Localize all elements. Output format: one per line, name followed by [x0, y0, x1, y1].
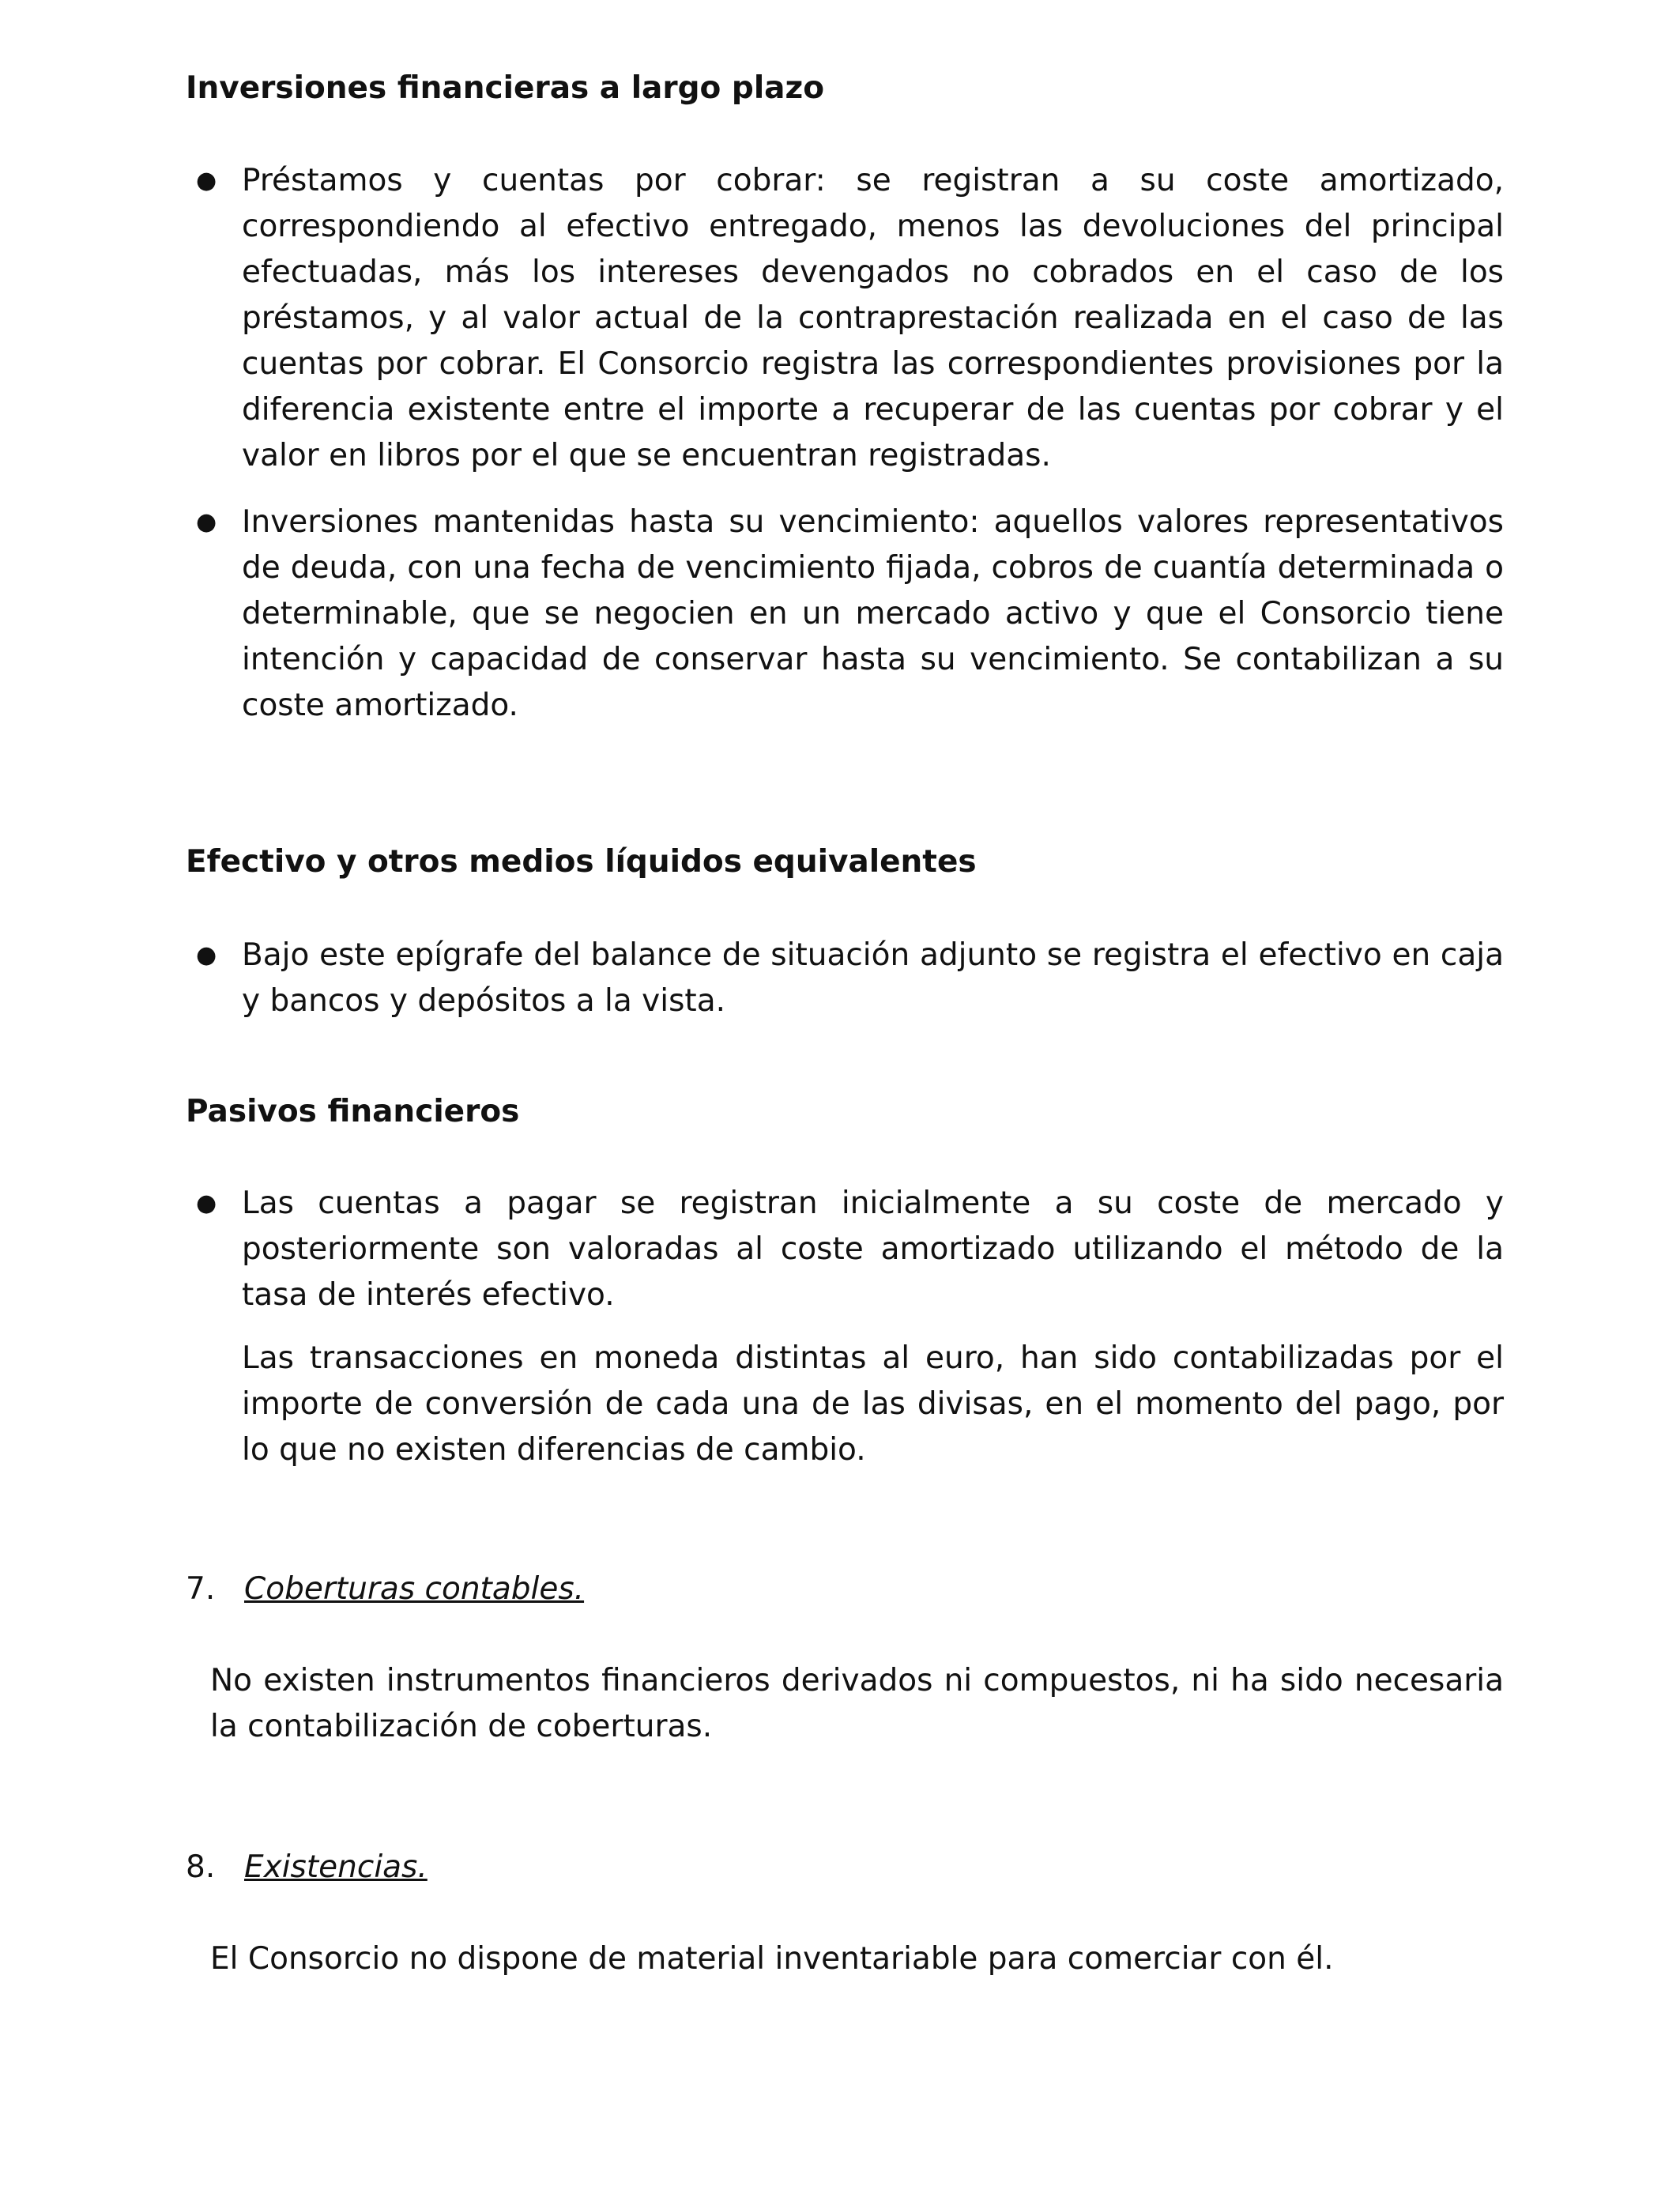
bullet-item [196, 1181, 1504, 1318]
bullet-icon: ● [196, 1189, 217, 1217]
bullet-text: Préstamos y cuentas por cobrar: se registran a su coste amortizado, correspondiendo al efectivo entregado, menos las devoluciones del principal efectuadas, más los intereses devengados no cobrados en el caso de los préstamos, y al valor actual de la contraprestación realizada en el caso de las cuentas por cobrar. El Consorcio registra las correspondientes provisiones por la diferencia existente entre el importe a recuperar de las cuentas por cobrar y el valor en libros por el que se encuentran registradas. [242, 163, 1504, 473]
bullet-item [196, 933, 1504, 1024]
numbered-heading [186, 1566, 1529, 1614]
bullet-icon: ● [196, 167, 217, 194]
bullet-icon: ● [196, 941, 217, 969]
heading-efectivo: Efectivo y otros medios líquidos equivalentes [186, 844, 977, 880]
paragraph-coberturas: No existen instrumentos financieros derivados ni compuestos, ni ha sido necesaria la contabilización de coberturas. [210, 1663, 1504, 1744]
bullet-item [196, 499, 1504, 729]
bullet-text: Inversiones mantenidas hasta su vencimiento: aquellos valores representativos de deuda, con una fecha de vencimiento fijada, cobros de cuantía determinada o determinable, que se negocien en un mercado activo y que el Consorcio tiene intención y capacidad de conservar hasta su vencimiento. Se contabilizan a su coste amortizado. [242, 504, 1504, 723]
paragraph-existencias: El Consorcio no dispone de material inventariable para comerciar con él. [210, 1941, 1334, 1977]
section-title: Existencias. [244, 1849, 428, 1885]
numbered-heading [186, 1845, 1529, 1892]
section-number: 7. [186, 1571, 216, 1607]
section-title: Coberturas contables. [244, 1571, 585, 1607]
section-number: 8. [186, 1849, 216, 1885]
paragraph-transacciones: Las transacciones en moneda distintas al euro, han sido contabilizadas por el importe de conversión de cada una de las divisas, en el momento del pago, por lo que no existen diferencias de cambio. [242, 1340, 1504, 1468]
bullet-item [196, 158, 1504, 479]
bullet-text: Bajo este epígrafe del balance de situación adjunto se registra el efectivo en caja y bancos y depósitos a la vista. [242, 937, 1504, 1019]
bullet-text: Las cuentas a pagar se registran inicialmente a su coste de mercado y posteriormente son valoradas al coste amortizado utilizando el método de la tasa de interés efectivo. [242, 1186, 1504, 1313]
heading-pasivos: Pasivos financieros [186, 1094, 520, 1129]
bullet-icon: ● [196, 508, 217, 536]
heading-inversiones: Inversiones financieras a largo plazo [186, 70, 824, 106]
